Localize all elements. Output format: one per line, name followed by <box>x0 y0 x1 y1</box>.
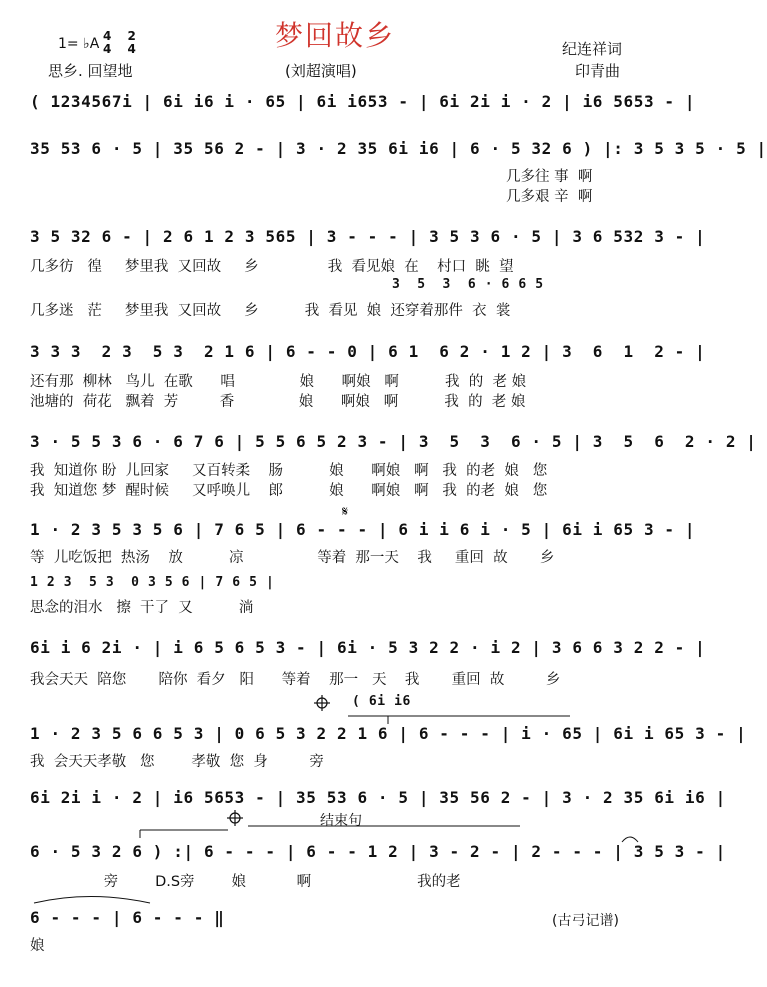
composer-credit: 印青曲 <box>575 62 621 80</box>
lyric-line-2: 池塘的 荷花 飘着 芳 香 娘 啊娘 啊 我 的 老 娘 <box>30 394 526 410</box>
notation-line: 6i 2i i · 2 | i6 5653 - | 35 53 6 · 5 | 35 56 2 - | 3 · 2 35 6i i6 | <box>30 788 726 807</box>
alternate-notation-line: 1 2 3 5 3 0 3 5 6 | 7 6 5 | <box>30 575 275 590</box>
notation-line: 3 · 5 5 3 6 · 6 7 6 | 5 5 6 5 2 3 - | 3 5 3 6 · 5 | 3 5 6 2 · 2 | <box>30 432 757 451</box>
coda-sign <box>314 695 330 711</box>
lyric-line-1: 娘 <box>30 938 45 954</box>
notation-line: 6i i 6 2i · | i 6 5 6 5 3 - | 6i · 5 3 2 2 · i 2 | 3 6 6 3 2 2 - | <box>30 638 706 657</box>
lyric-line-1: 旁 D.S旁 娘 啊 我的老 <box>30 874 461 890</box>
lyric-line-2: 几多艰 辛 啊 <box>506 189 593 205</box>
lyric-line-2: 我 知道您 梦 醒时候 又呼唤儿 郎 娘 啊娘 啊 我 的老 娘 您 <box>30 483 548 499</box>
volta-bracket-2 <box>140 830 228 838</box>
lyric-line-1: 我会天天 陪您 陪你 看夕 阳 等着 那一 天 我 重回 故 乡 <box>30 672 561 688</box>
notation-line: 1 · 2 3 5 3 5 6 | 7 6 5 | 6 - - - | 6 i i 6 i · 5 | 6i i 65 3 - | <box>30 520 696 539</box>
notation-line: 3 3 3 2 3 5 3 2 1 6 | 6 - - 0 | 6 1 6 2 · 1 2 | 3 6 1 2 - | <box>30 342 706 361</box>
meter-top: 4 2 <box>103 29 142 43</box>
alternate-notation-line: 3 5 3 6 · 6 6 5 <box>392 277 544 292</box>
song-title: 梦回故乡 <box>274 19 395 52</box>
mood-marking: 思乡. 回望地 <box>48 62 133 80</box>
lyric-line-1: 我 会天天孝敬 您 孝敬 您 身 旁 <box>30 754 324 770</box>
notation-line: 3 5 32 6 - | 2 6 1 2 3 565 | 3 - - - | 3 5 3 6 · 5 | 3 6 532 3 - | <box>30 227 706 246</box>
lyric-line-1: 还有那 柳林 鸟儿 在歌 唱 娘 啊娘 啊 我 的 老 娘 <box>30 374 527 390</box>
notation-line: 6 · 5 3 2 6 ) :| 6 - - - | 6 - - 1 2 | 3 - 2 - | 2 - - - | 3 5 3 - | <box>30 842 726 861</box>
key-signature: 1= ♭A <box>58 36 100 52</box>
notation-line: 1 · 2 3 5 6 6 5 3 | 0 6 5 3 2 2 1 6 | 6 - - - | i · 65 | 6i i 65 3 - | <box>30 724 747 743</box>
coda-sign-ending <box>227 810 243 826</box>
transcriber-note: (古弓记谱) <box>552 913 619 929</box>
lyric-line-2: 几多迷 茫 梦里我 又回故 乡 我 看见 娘 还穿着那件 衣 裳 <box>30 303 511 319</box>
singer-credit: (刘超演唱) <box>285 62 357 80</box>
volta-bracket-1 <box>348 716 570 724</box>
meter-bottom: 4 4 <box>103 42 142 56</box>
notation-line: 6 - - - | 6 - - - ‖ <box>30 908 225 927</box>
lyricist-credit: 纪连祥词 <box>562 40 623 58</box>
lyric-line-1: 我 知道你 盼 儿回家 又百转柔 肠 娘 啊娘 啊 我 的老 娘 您 <box>30 463 548 479</box>
notation-line: 35 53 6 · 5 | 35 56 2 - | 3 · 2 35 6i i6 | 6 · 5 32 6 ) |: 3 5 3 5 · 5 | <box>30 139 767 158</box>
ending-phrase-label: 结束句 <box>320 813 362 829</box>
lyric-line-1: 等 儿吃饭把 热汤 放 凉 等着 那一天 我 重回 故 乡 <box>30 550 555 566</box>
lyric-line-1: 几多彷 徨 梦里我 又回故 乡 我 看见娘 在 村口 眺 望 <box>30 259 514 275</box>
lyric-line-2: 思念的泪水 擦 干了 又 淌 <box>30 600 254 616</box>
segno-sign: 𝄋 <box>342 504 349 520</box>
final-tie <box>34 897 150 904</box>
notation-line: ( 1234567i | 6i i6 i · 65 | 6i i653 - | 6i 2i i · 2 | i6 5653 - | <box>30 92 696 111</box>
coda-notation: ( 6i i6 <box>352 694 411 709</box>
lyric-line-1: 几多往 事 啊 <box>506 169 593 185</box>
